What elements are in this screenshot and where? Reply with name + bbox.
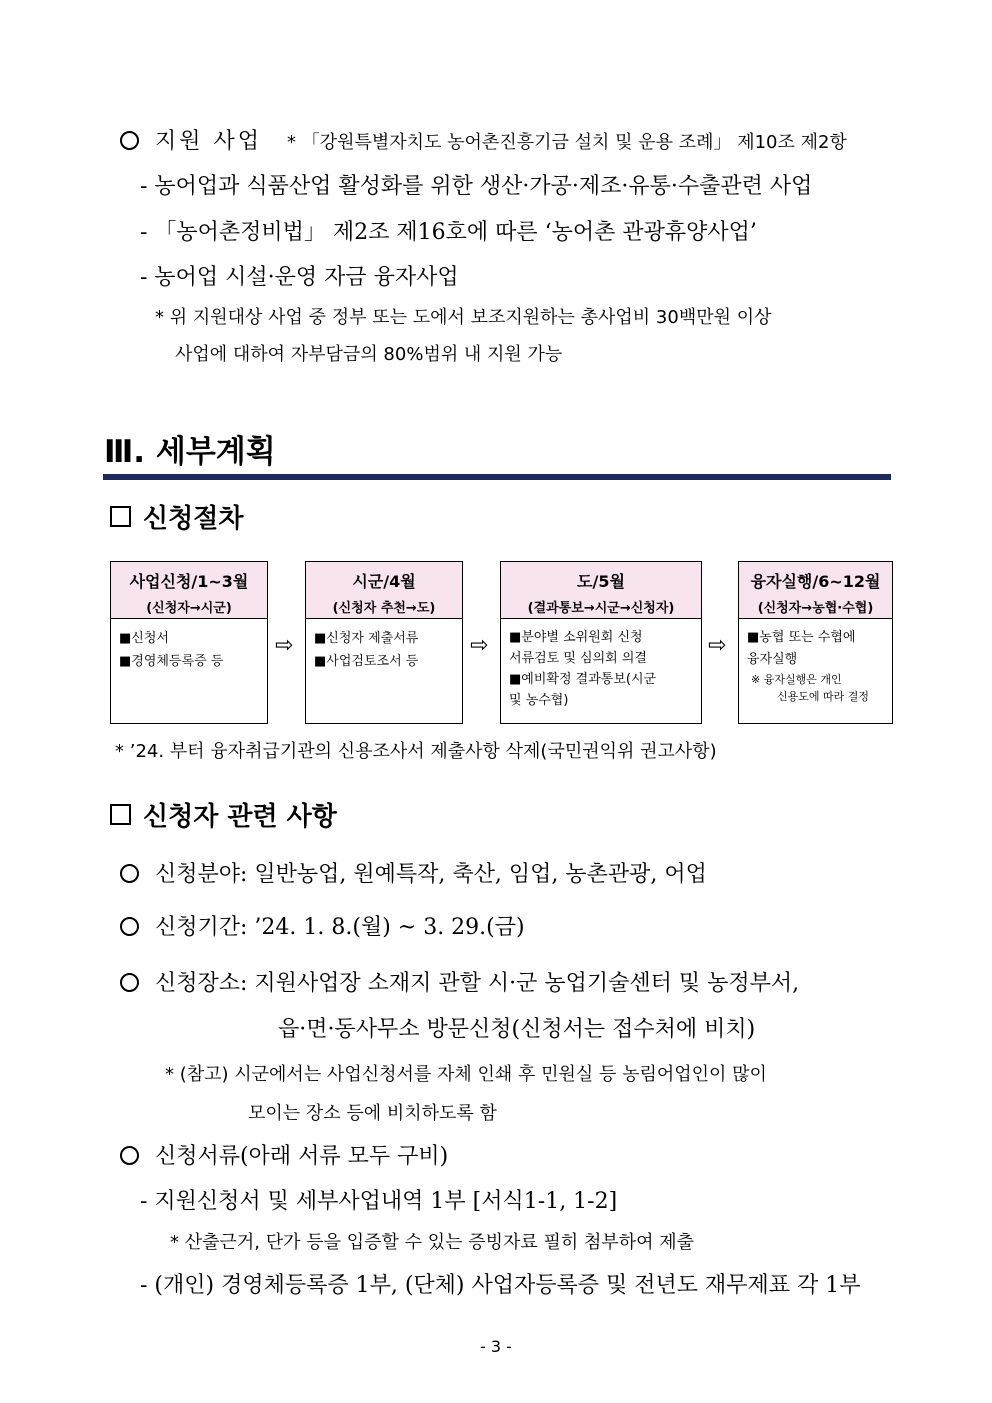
circle-bullet-icon [120, 131, 139, 150]
applicant-heading [110, 796, 337, 833]
step-item: 서류검토 및 심의회 의결 [509, 651, 647, 666]
support-item-3: - 농어업 시설·운영 자금 융자사업 [140, 265, 459, 290]
applicant-period-line [120, 910, 525, 941]
arrow-right-icon: ⇨ [275, 633, 294, 658]
circle-bullet-icon [120, 1146, 139, 1165]
step-subtitle: (신청자→시군) [146, 601, 232, 616]
step-box-1 [110, 561, 268, 724]
applicant-docs-line [120, 1139, 448, 1170]
step-item: ■농협 또는 수협에 [747, 630, 856, 645]
step-header [111, 562, 267, 619]
step-subtitle: (신청자 추천→도) [332, 601, 436, 616]
arrow-right-icon: ⇨ [708, 633, 727, 658]
support-note-line1: * 위 지원대상 사업 중 정부 또는 도에서 보조지원하는 총사업비 30백만원 이상 [155, 307, 772, 328]
step-body [501, 619, 701, 711]
step-title: 사업신청/1~3월 [129, 572, 249, 591]
applicant-field: 신청분야: 일반농업, 원예특작, 축산, 임업, 농촌관광, 어업 [155, 862, 707, 887]
applicant-doc-1-note: * 산출근거, 단가 등을 입증할 수 있는 증빙자료 필히 첨부하여 제출 [170, 1232, 695, 1253]
applicant-doc-1: - 지원신청서 및 세부사업내역 1부 [서식1-1, 1-2] [140, 1189, 618, 1214]
step-item: ■사업검토조서 등 [314, 654, 419, 669]
procedure-heading [110, 498, 243, 535]
support-heading-line [120, 124, 262, 155]
applicant-place-1: 신청장소: 지원사업장 소재지 관할 시·군 농업기술센터 및 농정부서, [155, 971, 800, 996]
applicant-doc-2: - (개인) 경영체등록증 1부, (단체) 사업자등록증 및 전년도 재무제표 각 1부 [140, 1273, 861, 1298]
support-note-line2: 사업에 대하여 자부담금의 80%범위 내 지원 가능 [175, 344, 563, 365]
step-box-3 [500, 561, 702, 724]
step-item: 및 농수협) [509, 693, 569, 708]
step-item: ■신청서 [119, 631, 169, 646]
applicant-field-line [120, 857, 707, 888]
applicant-place-2: 읍·면·동사무소 방문신청(신청서는 접수처에 비치) [278, 1017, 756, 1042]
procedure-note: * ’24. 부터 융자취급기관의 신용조사서 제출사항 삭제(국민권익위 권고사항) [115, 741, 717, 762]
step-item: ■신청자 제출서류 [314, 631, 419, 646]
support-basis: * 「강원특별자치도 농어촌진흥기금 설치 및 운용 조례」 제10조 제2항 [287, 132, 847, 153]
applicant-place-line [120, 966, 799, 997]
section-title: Ⅲ. 세부계획 [104, 434, 276, 470]
step-title: 시군/4월 [352, 572, 416, 591]
applicant-place-note-2: 모이는 장소 등에 비치하도록 함 [248, 1103, 497, 1124]
step-body [306, 619, 462, 673]
arrow-right-icon: ⇨ [470, 633, 489, 658]
step-item: ■예비확정 결과통보(시군 [509, 672, 657, 687]
step-subtitle: (결과통보→시군→신청자) [527, 601, 675, 616]
circle-bullet-icon [120, 973, 139, 992]
step-title: 도/5월 [577, 572, 625, 591]
step-remark: ※ 융자실행은 개인 [751, 673, 842, 686]
step-header [739, 562, 892, 619]
step-header [306, 562, 462, 619]
step-remark: 신용도에 따라 결정 [777, 690, 870, 703]
step-header [501, 562, 701, 619]
circle-bullet-icon [120, 864, 139, 883]
step-item: ■경영체등록증 등 [119, 654, 224, 669]
applicant-place-note-1: * (참고) 시군에서는 사업신청서를 자체 인쇄 후 민원실 등 농림어업인이 많이 [165, 1064, 767, 1085]
square-bullet-icon [110, 506, 131, 527]
circle-bullet-icon [120, 917, 139, 936]
applicant-title: 신청자 관련 사항 [143, 802, 337, 832]
step-subtitle: (신청자→농협·수협) [757, 601, 874, 616]
step-body [739, 619, 892, 705]
step-box-4 [738, 561, 893, 724]
step-item: ■분야별 소위원회 신청 [509, 630, 643, 645]
support-item-2: - 「농어촌정비법」 제2조 제16호에 따른 ‘농어촌 관광휴양사업’ [140, 220, 757, 245]
procedure-title: 신청절차 [143, 504, 244, 534]
step-box-2 [305, 561, 463, 724]
step-item: 융자실행 [747, 652, 798, 667]
applicant-period: 신청기간: ’24. 1. 8.(월) ~ 3. 29.(금) [155, 915, 525, 940]
step-body [111, 619, 267, 673]
step-title: 융자실행/6~12월 [750, 572, 881, 591]
support-item-1: - 농어업과 식품산업 활성화를 위한 생산·가공·제조·유통·수출관련 사업 [140, 174, 813, 199]
section-divider [103, 474, 891, 480]
applicant-docs: 신청서류(아래 서류 모두 구비) [155, 1144, 449, 1169]
square-bullet-icon [110, 804, 131, 825]
page-number: - 3 - [480, 1337, 512, 1356]
support-heading: 지원 사업 [155, 129, 263, 154]
